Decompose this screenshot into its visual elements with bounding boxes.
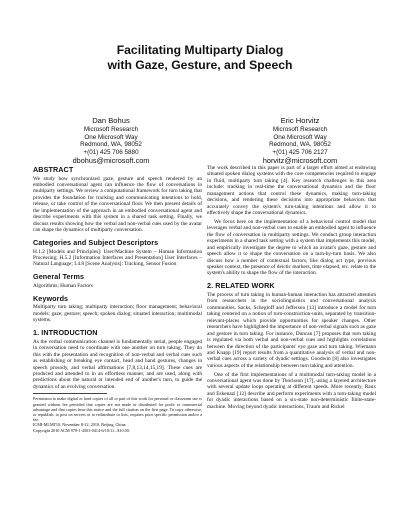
related-work-heading: 2. RELATED WORK — [207, 281, 275, 291]
author-email: horvitz@microsoft.com — [262, 156, 338, 166]
categories-heading: Categories and Subject Descriptors — [33, 238, 159, 248]
footnote-divider — [33, 393, 107, 394]
copyright-footnote: Copyright 2010 ACM 978-1-4503-0414-6/10/11...$10.00. — [33, 427, 130, 433]
introduction-text: As the verbal communication channel is fundamentally serial, people engaged in conversation need to coordinate with one another on turn taking. They do this with the presentation and recognition of non-verbal and verbal cues such as establishing or breaking eye contact, head and hand gestures, changes in speech prosody, and verbal affirmations [7,8,13,14,15,19]. These cues are produced and attended to in an effortless manner, and are used, along with predictions about the natural or intended end of another's turn, to guide the dynamics of an evolving conversation. — [33, 338, 202, 390]
title-line-2: with Gaze, Gesture, and Speech — [107, 58, 293, 72]
author-email: dbohus@microsoft.com — [72, 156, 150, 166]
author-block-1 — [36, 116, 186, 165]
title-line-1: Facilitating Multiparty Dialog — [116, 43, 284, 57]
keywords-heading: Keywords — [33, 293, 69, 303]
paper-title — [20, 43, 380, 73]
introduction-heading: 1. INTRODUCTION — [33, 328, 98, 338]
author-address: One Microsoft Way — [273, 133, 327, 141]
author-phone: +(01) 425 706 5880 — [83, 148, 139, 156]
author-name: Dan Bohus — [92, 116, 130, 125]
abstract-heading: ABSTRACT — [33, 165, 74, 174]
author-name: Eric Horvitz — [280, 116, 320, 125]
permission-footnote: Permission to make digital or hard copies of all or part of this work for personal or classroom use is granted without fee provided that copies are not made or distributed for profit or commercial advantage and that copies bear this notice and the full citation on the first page. To copy otherwise, or republish, to post on servers or to redistribute to lists, requires prior specific permission and/or a fee. — [33, 396, 202, 423]
general-terms-text: Algorithms; Human Factors — [33, 282, 93, 289]
categories-text: H.1.2 [Models and Principles]: User/Machine System – Human Information Processing; H.5.2 [Information Interfaces and Presentation] User Interfaces – Natural Language; I.4.8 [Scene Analysis]: Tracking, Sensor Fusion — [33, 248, 202, 268]
general-terms-heading: General Terms — [33, 272, 85, 282]
body-paragraph: One of the first implementations of a multimodal turn-taking model in a conversational agent was done by Thorisson [17], using a layered architecture with several update loops operating at different speeds. More recently, Raux and Eskenazi [12] describe and perform experiments with a turn-taking model for dyadic interactions based on a six-state non-deterministic finite-state-machine. Moving beyond dyadic interactions, Traum and Rickel — [207, 371, 376, 410]
author-city: Redmond, WA, 98052 — [269, 141, 331, 149]
author-city: Redmond, WA, 98052 — [80, 141, 142, 149]
keywords-text: Multiparty turn taking; multiparty interaction; floor management; behavioral models; gaze; gesture; speech; spoken dialog; situated interaction; multimodal systems. — [33, 304, 202, 324]
body-paragraph: The work described in this paper is part of a larger effort aimed at endowing situated spoken dialog systems with the core competencies required to engage in fluid, multiparty turn taking [4]. Key research challenges in this area include: tracking in real-time the conversational dynamics and the floor management actions that control these dynamics, making turn-taking decisions, and rendering these decisions into appropriate behaviors that accurately convey the system's turn-taking intentions and allow it to effectively shape the conversational dynamics. — [207, 165, 376, 217]
author-phone: +(01) 425 706 2127 — [272, 148, 328, 156]
left-column — [33, 165, 202, 433]
body-paragraph: We focus here on the implementation of a behavioral control model that leverages verbal and non-verbal cues to enable an embodied agent to influence the flow of conversation in multiparty settings. We conduct group interaction experiments in a shared task setting with a system that implements this model, and empirically investigate the degree to which an avatar's gaze, gesture and speech allow it to shape the conversation on a turn-by-turn basis. We also discuss how a number of contextual factors, like dialog act type, previous speaker context, the presence of deictic markers, time elapsed, etc. relate to the system's ability to shape the flow of the interaction. — [207, 218, 376, 277]
author-block-2 — [225, 116, 375, 165]
right-column — [207, 165, 376, 412]
venue-footnote: ICMI-MLMI'10, November 8-12, 2010, Beijing, China. — [33, 422, 127, 428]
body-paragraph: The process of turn taking in human-human interaction has attracted attention from researchers in the sociolinguistics and conversational analysis communities. Sacks, Schegloff and Jefferson [13] introduce a model for turn taking centered on a notion of turn-construction-units, separated by transition-relevant-places which provide opportunities for speaker changes. Other researchers have highlighted the importance of non-verbal signals such as gaze and gesture in turn taking. For instance, Duncan [7] proposes that turn taking is regulated via both verbal and non-verbal cues and highlights correlations between the direction of the participants' eye gaze and turn taking. Wiemann and Knapp [19] report results from a quantitative analysis of verbal and non-verbal cues across a variety of dyadic settings. Goodwin [8] also investigates various aspects of the relationship between turn taking and attention. — [207, 291, 376, 369]
author-address: One Microsoft Way — [84, 133, 138, 141]
author-org: Microsoft Research — [272, 126, 328, 133]
abstract-text: We study how synchronized gaze, gesture and speech rendered by an embodied conversational agent can influence the flow of conversations in multiparty settings. We review a computational framework for turn taking that provides the foundation for tracking and communicating intentions to hold, release, or take control of the conversational floor. We then present details of the implementation of the approach in an embodied conversational agent and describe experiments with this system in a shared task setting. Finally, we discuss results showing how the verbal and non-verbal cues used by the avatar can shape the dynamics of multiparty conversation. — [33, 175, 202, 234]
author-org: Microsoft Research — [83, 126, 139, 133]
